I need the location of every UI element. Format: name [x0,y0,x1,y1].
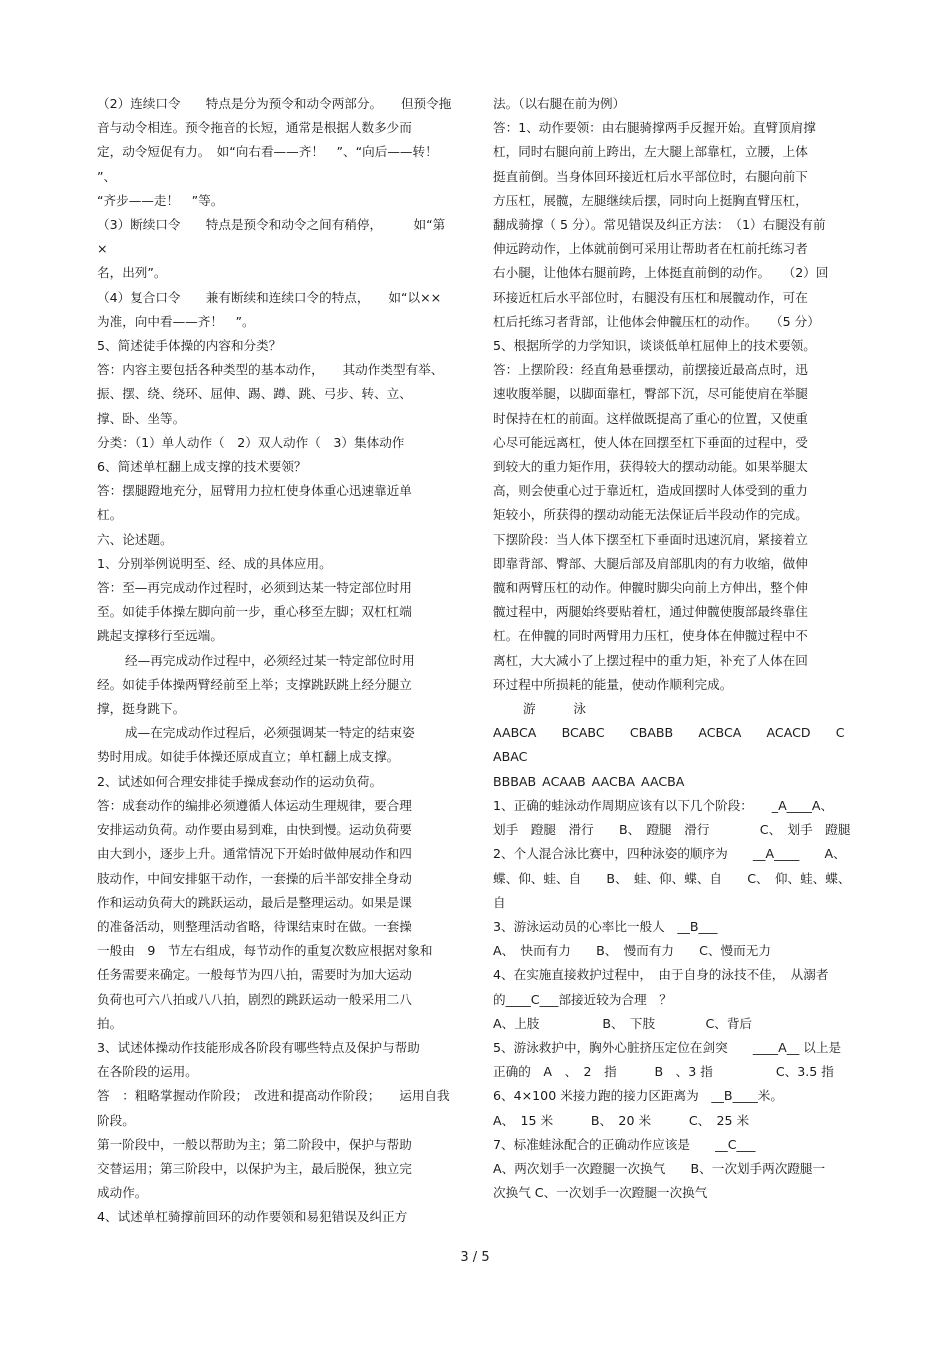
right-column [493,92,853,1205]
text-line: 环过程中所损耗的能量，使动作顺利完成。 [493,676,733,692]
text-line: 撑、卧、坐等。 [97,410,186,426]
text-line: 成—在完成动作过程后，必须强调某一特定的结束姿 [125,725,415,741]
text-line: 一般由 9 节左右组成，每节动作的重复次数应根据对象和 [97,943,433,959]
text-line: 次换气 C、一次划手一次蹬腿一次换气 [493,1185,708,1201]
text-line: 肢动作，中间安排躯干动作，一套操的后半部安排全身动 [97,870,412,886]
text-line: （4）复合口令 兼有断续和连续口令的特点， 如“以×× [97,289,442,305]
text-line: 髋和两臂压杠的动作。伸髋时脚尖向前上方伸出，整个伸 [493,580,808,596]
text-line: 答：摆腿蹬地充分，屈臂用力拉杠使身体重心迅速靠近单 [97,483,412,499]
text-line: 的____C___部接近较为合理 ？ [493,991,672,1007]
text-line: 撑，挺身跳下。 [97,701,186,717]
text-line: 势时用成。如徒手体操还原成直立；单杠翻上成支撑。 [97,749,400,765]
text-line: 髋过程中，两腿始终要贴着杠，通过伸髋使腹部最终靠住 [493,604,808,620]
text-line: 答 ：粗略掌握动作阶段； 改进和提高动作阶段； 运用自我 [97,1088,450,1104]
text-line: 为准，向中看——齐！ ”。 [97,313,255,329]
text-line: 第一阶段中，一般以帮助为主；第二阶段中，保护与帮助 [97,1136,412,1152]
text-line: 4、在实施直接救护过程中， 由于自身的泳技不佳， 从溺者 [493,967,829,983]
question-heading: 1、分别举例说明至、经、成的具体应用。 [97,555,332,571]
text-line: 振、摆、绕、绕环、屈伸、踢、蹲、跳、弓步、转、立、 [97,386,412,402]
text-line: 伸远跨动作，上体就前倒可采用让帮助者在杠前托练习者 [493,241,808,257]
question-heading: 5、简述徒手体操的内容和分类？ [97,338,282,354]
text-line: 答：至—再完成动作过程时，必须到达某一特定部位时用 [97,580,412,596]
text-line: 成动作。 [97,1185,148,1201]
text-line: 7、标准蛙泳配合的正确动作应该是 __C___ [493,1136,756,1152]
text-line: A、两次划手一次蹬腿一次换气 B、一次划手两次蹬腿一 [493,1160,826,1176]
text-line: 杠，同时右腿向前上跨出，左大腿上部靠杠，立腰，上体 [493,144,808,160]
text-line: 负荷也可六八拍或八八拍，剧烈的跳跃运动一般采用二八 [97,991,412,1007]
text-line: 正确的 A 、 2 指 B 、3 指 C、3.5 指 [493,1064,834,1080]
question-heading: 6、简述单杠翻上成支撑的技术要领？ [97,459,307,475]
text-line: 分类：（1）单人动作（ 2）双人动作（ 3）集体动作 [97,434,405,450]
text-line: 名，出列”。 [97,265,167,281]
text-line: 杠。在伸髋的同时两臂用力压杠，使身体在伸髋过程中不 [493,628,808,644]
text-line: 法。（以右腿在前为例） [493,96,626,111]
text-line: 任务需要来确定。一般每节为四八拍，需要时为加大运动 [97,967,412,983]
text-line: 翻成骑撑（ 5 分）。常见错误及纠正方法： （1）右腿没有前 [493,217,826,233]
text-line: 离杠，大大减小了上摆过程中的重力矩，补充了人体在回 [493,652,808,668]
text-line: 5、游泳救护中，胸外心脏挤压定位在剑突 ____A__ 以上是 [493,1039,842,1055]
text-line: 音与动令相连。预令拖音的长短，通常是根据人数多少而 [97,120,412,136]
text-line: 6、4×100 米接力跑的接力区距离为 __B____米。 [493,1088,783,1104]
text-line: A、 快而有力 B、 慢而有力 C、慢而无力 [493,943,771,959]
text-line: “齐步——走！ ”等。 [97,192,224,208]
text-line: 至。如徒手体操左脚向前一步，重心移至左脚；双杠杠端 [97,604,412,620]
text-line: 高，则会使重心过于靠近杠，造成回摆时人体受到的重力 [493,483,808,499]
text-line: （3）断续口令 特点是预令和动令之间有稍停， 如“第× [97,217,446,257]
text-line: 经。如徒手体操两臂经前至上举；支撑跳跃跳上经分腿立 [97,676,412,692]
text-line: 杠后托练习者背部，让他体会伸髋压杠的动作。 （5 分） [493,313,820,329]
text-line: 速收腹举腿，以脚面靠杠，臀部下沉，尽可能使肩在举腿 [493,386,808,402]
text-line: 自 [493,894,506,910]
section-heading: 六、论述题。 [97,531,173,547]
question-heading: 5、根据所学的力学知识，谈谈低单杠屈伸上的技术要领。 [493,338,816,354]
text-line: 答：内容主要包括各种类型的基本动作， 其动作类型有举、 [97,362,444,378]
text-line: 下摆阶段：当人体下摆至杠下垂面时迅速沉肩，紧接着立 [493,531,808,547]
text-line: 经—再完成动作过程中，必须经过某一特定部位时用 [125,652,415,668]
text-line: 3、游泳运动员的心率比一般人 __B___ [493,918,718,934]
answer-key-line: BBBAB ACAAB AACBA AACBA [493,773,685,789]
question-heading: 2、试述如何合理安排徒手操成套动作的运动负荷。 [97,773,383,789]
text-line: 即靠背部、臀部、大腿后部及肩部肌肉的有力收缩，做伸 [493,555,808,571]
question-heading: 3、试述体操动作技能形成各阶段有哪些特点及保护与帮助 [97,1039,420,1055]
text-line: 杠。 [97,507,123,523]
text-line: 定，动令短促有力。 如“向右看——齐！ ”、“向后——转！ ”、 [97,144,451,184]
text-line: 跳起支撑移行至远端。 [97,628,223,644]
text-line: 安排运动负荷。动作要由易到难，由快到慢。运动负荷要 [97,822,412,838]
text-line: 挺直前倒。当身体回环接近杠后水平部位时，右腿向前下 [493,168,808,184]
text-line: 作和运动负荷大的跳跃运动，最后是整理运动。如果是课 [97,894,412,910]
section-heading-swimming: 游 泳 [523,701,586,717]
page-number: 3 / 5 [460,1250,490,1265]
text-line: 答：成套动作的编排必须遵循人体运动生理规律，要合理 [97,797,412,813]
left-column [97,92,455,1230]
text-line: 拍。 [97,1015,123,1031]
text-line: A、上肢 B、 下肢 C、背后 [493,1015,753,1031]
text-line: 右小腿，让他体右腿前跨，上体挺直前倒的动作。 （2）回 [493,265,829,281]
text-line: 交替运用；第三阶段中，以保护为主，最后脱保，独立完 [97,1160,412,1176]
text-line: 环接近杠后水平部位时，右腿没有压杠和展髋动作，可在 [493,289,808,305]
text-line: 到较大的重力矩作用，获得较大的摆动动能。如果举腿太 [493,459,808,475]
text-line: （2）连续口令 特点是分为预令和动令两部分。 但预令拖 [97,96,452,111]
text-line: 方压杠，展髋，左腿继续后摆，同时向上挺胸直臂压杠， [493,192,808,208]
text-line: 心尽可能远离杠，使人体在回摆至杠下垂面的过程中，受 [493,434,808,450]
question-heading: 4、试述单杠骑撑前回环的动作要领和易犯错误及纠正方 [97,1209,408,1225]
text-line: 阶段。 [97,1112,135,1128]
text-line: 由大到小，逐步上升。通常情况下开始时做伸展动作和四 [97,846,412,862]
text-line: 划手 蹬腿 滑行 B、 蹬腿 滑行 C、 划手 蹬腿 [493,822,851,838]
text-line: 时保持在杠的前面。这样做既提高了重心的位置，又使重 [493,410,808,426]
text-line: 蝶、仰、蛙、自 B、 蛙、仰、蝶、自 C、 仰、蛙、蝶、 [493,870,851,886]
text-line: 1、正确的蛙泳动作周期应该有以下几个阶段： _A____A、 [493,797,834,813]
text-line: 2、个人混合泳比赛中，四种泳姿的顺序为 __A____ A、 [493,846,846,862]
text-line: A、 15 米 B、 20 米 C、 25 米 [493,1112,750,1128]
text-line: 答：1、动作要领：由右腿骑撑两手反握开始。直臂顶肩撑 [493,120,816,136]
text-line: 在各阶段的运用。 [97,1064,198,1080]
text-line: 答：上摆阶段：经直角悬垂摆动，前摆接近最高点时，迅 [493,362,808,378]
text-line: 的准备活动，则整理活动省略，待课结束时在做。一套操 [97,918,412,934]
answer-key-line: AABCA BCABC CBABB ACBCA ACACD CABAC [493,725,845,765]
text-line: 矩较小，所获得的摆动动能无法保证后半段动作的完成。 [493,507,808,523]
